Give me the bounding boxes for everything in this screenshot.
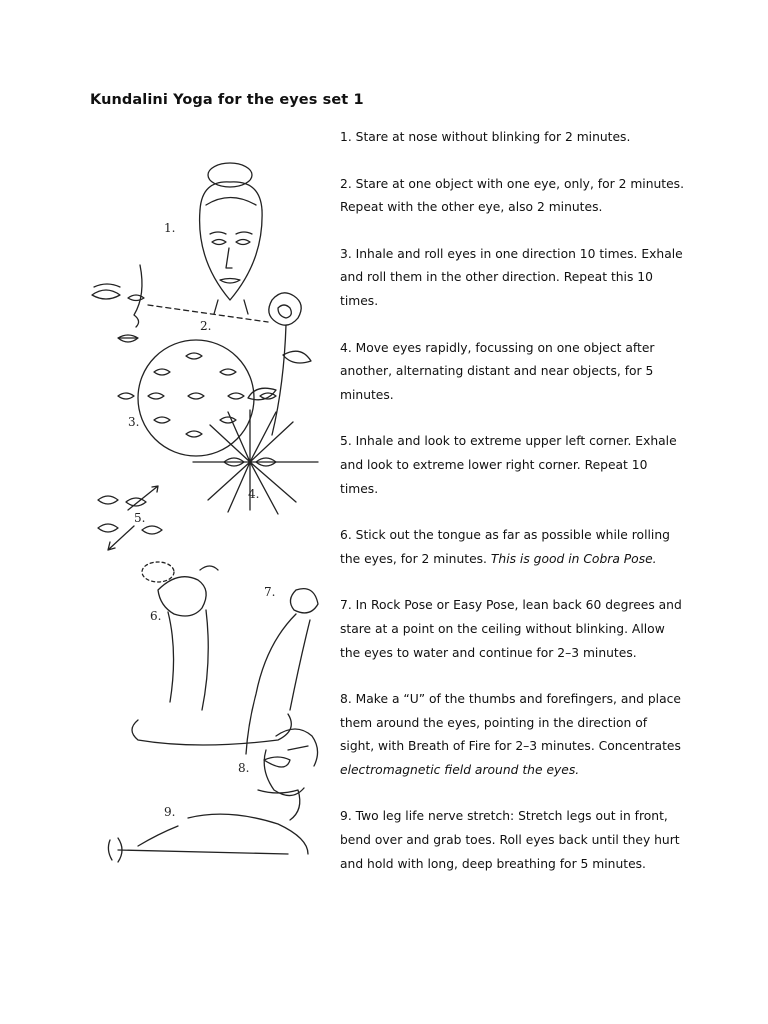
u-hands-figure: [258, 729, 318, 820]
step-4: [340, 337, 685, 408]
eye-roll-circle: [118, 340, 276, 456]
step-5: [340, 430, 685, 501]
step-1-text: 1. Stare at nose without blinking for 2 minutes.: [340, 130, 631, 144]
page-title: Kundalini Yoga for the eyes set 1: [90, 92, 364, 108]
step-3: [340, 243, 685, 314]
step-8-note: electromagnetic field around the eyes.: [340, 762, 580, 777]
step-7-text: 7. In Rock Pose or Easy Pose, lean back 60 degrees and stare at a point on the ceiling without blinking. Allow the eyes to water and continue for 2–3 minutes.: [340, 598, 682, 660]
steps-list: [340, 126, 685, 899]
face-figure: [200, 163, 263, 314]
profile-eyes: [92, 265, 268, 342]
label-9: 9.: [164, 805, 176, 819]
label-8: 8.: [238, 761, 250, 775]
step-6: [340, 524, 685, 571]
label-1: 1.: [164, 221, 176, 235]
label-2: 2.: [200, 319, 212, 333]
eye-diagonal-arrows: [98, 486, 162, 550]
exercise-illustration: [88, 150, 338, 900]
step-9: [340, 805, 685, 876]
label-5: 5.: [134, 511, 146, 525]
label-4: 4.: [248, 487, 260, 501]
step-1: [340, 126, 685, 150]
step-4-text: 4. Move eyes rapidly, focussing on one object after another, alternating distant and near objects, for 5 minutes.: [340, 340, 655, 402]
label-3: 3.: [128, 415, 140, 429]
step-6-text: 6. Stick out the tongue as far as possible while rolling the eyes, for 2 minutes.: [340, 528, 670, 566]
forward-bend-figure: [108, 814, 308, 862]
step-7: [340, 594, 685, 665]
step-3-text: 3. Inhale and roll eyes in one direction 10 times. Exhale and roll them in the other direction. Repeat this 10 times.: [340, 246, 683, 308]
label-7: 7.: [264, 585, 276, 599]
step-2: [340, 173, 685, 220]
step-2-text: 2. Stare at one object with one eye, only, for 2 minutes. Repeat with the other eye, also 2 minutes.: [340, 176, 685, 215]
step-5-text: 5. Inhale and look to extreme upper left corner. Exhale and look to extreme lower right corner. Repeat 10 times.: [340, 434, 677, 496]
label-6: 6.: [150, 609, 162, 623]
step-8: [340, 688, 685, 782]
cobra-figure: [142, 562, 218, 710]
step-6-note: This is good in Cobra Pose.: [490, 551, 657, 566]
step-9-text: 9. Two leg life nerve stretch: Stretch legs out in front, bend over and grab toes. Roll eyes back until they hurt and hold with long, deep breathing for 5 minutes.: [340, 809, 680, 871]
rose-figure: [248, 293, 311, 435]
step-8-text: 8. Make a “U” of the thumbs and forefingers, and place them around the eyes, pointing in the direction of sight, with Breath of Fire for 2–3 minutes. Concentrates: [340, 692, 681, 754]
